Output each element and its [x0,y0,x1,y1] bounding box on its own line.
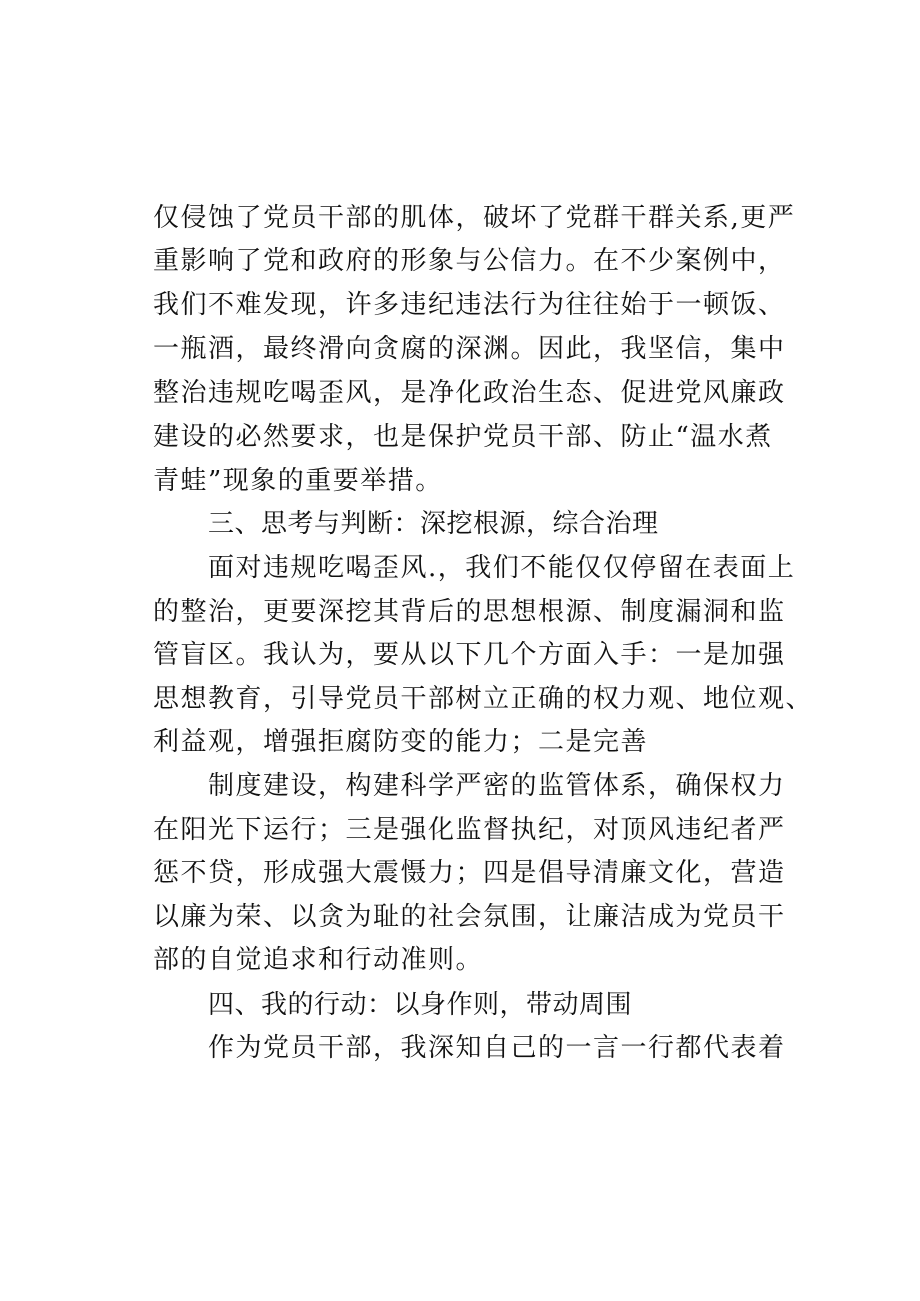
body-text-line: 思想教育，引导党员干部树立正确的权力观、地位观、 [153,684,814,714]
body-text-line: 建设的必然要求，也是保护党员干部、防止“温水煮 [153,422,773,452]
body-text-line: 在阳光下运行；三是强化监督执纪，对顶风违纪者严 [153,815,786,845]
paragraph-first-line: 作为党员干部，我深知自己的一言一行都代表着 [208,1033,786,1063]
section-heading-4: 四、我的行动：以身作则，带动周围 [208,990,633,1020]
body-text-line: 惩不贷，形成强大震慑力；四是倡导清廉文化，营造 [153,858,786,888]
body-text-line: 重影响了党和政府的形象与公信力。在不少案例中， [153,246,786,276]
body-text-line: 整治违规吃喝歪风，是净化政治生态、促进党风廉政 [153,378,786,408]
paragraph-first-line: 制度建设，构建科学严密的监管体系，确保权力 [208,771,786,801]
body-text-line: 以廉为荣、以贪为耻的社会氛围，让廉洁成为党员干 [153,902,786,932]
body-text-line: 仅侵蚀了党员干部的肌体，破坏了党群干群关系,更严 [153,203,796,233]
body-text-line: 一瓶酒，最终滑向贪腐的深渊。因此，我坚信，集中 [153,334,786,364]
body-text-line: 青蛙”现象的重要举措。 [153,466,443,496]
paragraph-first-line: 面对违规吃喝歪风.，我们不能仅仅停留在表面上 [208,553,796,583]
body-text-line: 我们不难发现，许多违纪违法行为往往始于一顿饭、 [153,290,786,320]
section-heading-3: 三、思考与判断：深挖根源，综合治理 [208,509,659,539]
body-text-line: 的整治，更要深挖其背后的思想根源、制度漏洞和监 [153,597,786,627]
body-text-line: 利益观，增强拒腐防变的能力；二是完善 [153,727,649,757]
body-text-line: 部的自觉追求和行动准则。 [153,945,484,975]
body-text-line: 管盲区。我认为，要从以下几个方面入手：一是加强 [153,640,786,670]
